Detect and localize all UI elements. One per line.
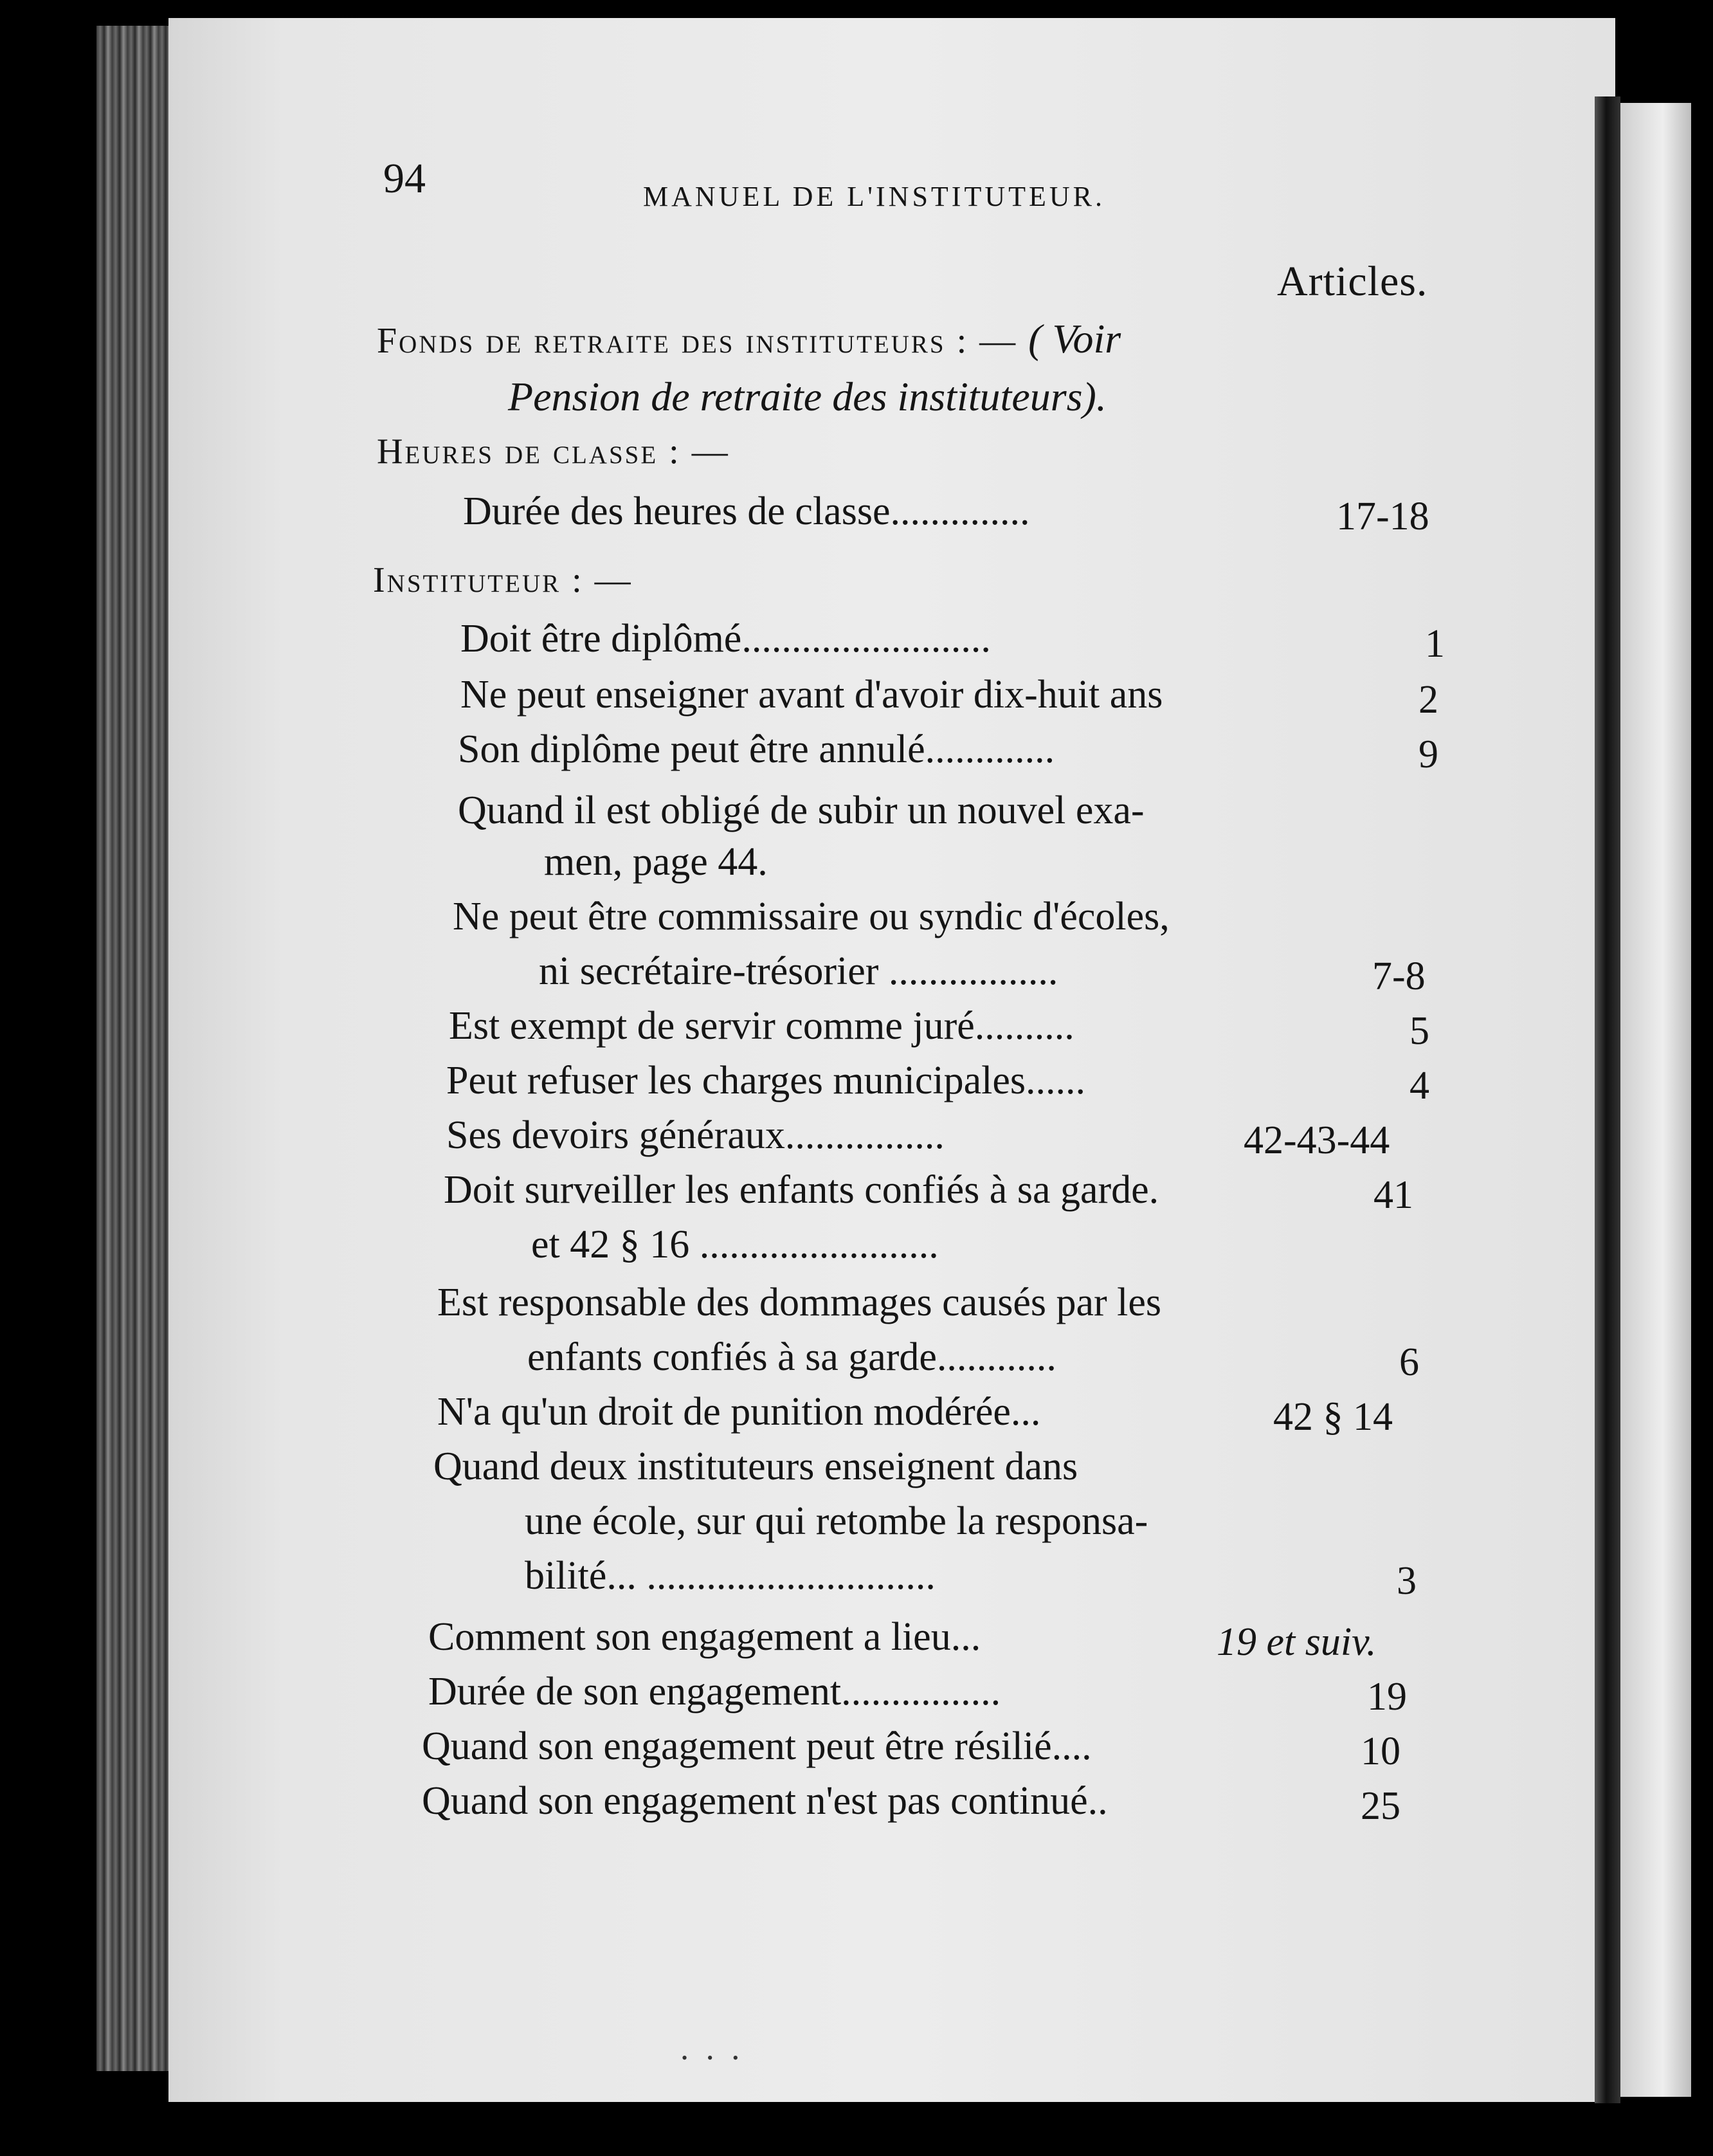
entry-text: Ses devoirs généraux................ — [446, 1113, 945, 1157]
entry-instituteur-2 — [460, 672, 1451, 724]
entry-article-ref: 42-43-44 — [1244, 1119, 1390, 1162]
entry-article-ref: 7-8 — [1372, 955, 1426, 998]
entry-article-ref: 10 — [1361, 1730, 1400, 1773]
heading-fonds-de-retraite — [377, 315, 1121, 363]
entry-text: Quand son engagement n'est pas continué.. — [422, 1779, 1108, 1823]
entry-article-ref: 5 — [1409, 1009, 1429, 1053]
footer-marks: • • • — [682, 2049, 747, 2067]
entry-text: men, page 44. — [544, 840, 768, 884]
entry-article-ref: 42 § 14 — [1273, 1395, 1393, 1439]
entry-text: N'a qu'un droit de punition modérée... — [437, 1390, 1041, 1434]
entry-text: Doit être diplômé......................... — [460, 617, 991, 661]
entry-text: Durée de son engagement................ — [428, 1670, 1001, 1713]
entry-article-ref: 25 — [1361, 1784, 1400, 1828]
entry-instituteur-12 — [433, 1444, 1424, 1495]
entry-instituteur-1 — [460, 616, 1451, 668]
heading-fonds-text: Fonds de retraite des instituteurs : — — [377, 321, 1018, 361]
fonds-continuation: Pension de retraite des instituteurs). — [508, 374, 1107, 419]
book-gutter — [1595, 96, 1620, 2103]
page-number: 94 — [383, 155, 426, 202]
entry-text: enfants confiés à sa garde............ — [527, 1335, 1056, 1379]
heading-instituteur: Instituteur : — — [373, 560, 633, 600]
entry-article-ref: 17-18 — [1336, 495, 1429, 538]
entry-text: Est responsable des dommages causés par les — [437, 1281, 1162, 1324]
entry-article-ref: 9 — [1418, 733, 1438, 776]
entry-text: Son diplôme peut être annulé............. — [458, 727, 1055, 771]
entry-article-ref: 3 — [1397, 1559, 1417, 1603]
entry-instituteur-9 — [444, 1167, 1434, 1219]
entry-instituteur-15 — [422, 1724, 1425, 1775]
entry-text: Quand son engagement peut être résilié.... — [422, 1724, 1092, 1768]
entry-article-ref: 19 et suiv. — [1217, 1620, 1377, 1664]
entry-text: ni secrétaire-trésorier ................. — [539, 949, 1058, 993]
entry-instituteur-6 — [449, 1003, 1439, 1055]
entry-text: Quand il est obligé de subir un nouvel exa- — [458, 789, 1145, 832]
entry-instituteur-12-cont — [525, 1499, 1438, 1550]
articles-column-label: Articles. — [1277, 258, 1428, 305]
entry-article-ref: 41 — [1373, 1173, 1413, 1217]
running-title: MANUEL DE L'INSTITUTEUR. — [643, 181, 1105, 212]
entry-instituteur-14 — [428, 1669, 1431, 1721]
entry-text: et 42 § 16 ........................ — [531, 1223, 939, 1266]
entry-text: Comment son engagement a lieu... — [428, 1615, 981, 1659]
entry-article-ref: 6 — [1399, 1340, 1419, 1384]
entry-text: bilité... ............................. — [525, 1554, 936, 1598]
entry-text: Ne peut enseigner avant d'avoir dix-huit ans — [460, 673, 1163, 717]
page-edges — [96, 26, 180, 2071]
voir-reference: ( Voir — [1028, 316, 1121, 361]
entry-instituteur-5-cont — [539, 949, 1452, 1000]
entry-article-ref: 2 — [1418, 678, 1438, 722]
entry-instituteur-4-cont — [544, 839, 1380, 891]
entry-article-ref: 4 — [1409, 1064, 1429, 1108]
entry-instituteur-13 — [428, 1614, 1431, 1666]
entry-instituteur-12-cont2 — [525, 1553, 1438, 1605]
entry-text: Peut refuser les charges municipales...... — [446, 1059, 1085, 1102]
entry-text: Durée des heures de classe.............. — [463, 489, 1030, 533]
entry-instituteur-16 — [422, 1778, 1425, 1830]
heading-heures-de-classe: Heures de classe : — — [377, 432, 730, 471]
entry-instituteur-4 — [458, 788, 1448, 839]
entry-instituteur-5 — [453, 894, 1443, 946]
entry-instituteur-8 — [446, 1113, 1437, 1164]
entry-heures-duree — [463, 489, 1453, 540]
entry-instituteur-9-cont — [531, 1222, 1367, 1274]
entry-instituteur-10 — [437, 1280, 1428, 1331]
entry-instituteur-7 — [446, 1058, 1437, 1110]
entry-text: Doit surveiller les enfants confiés à sa garde. — [444, 1168, 1159, 1212]
entry-instituteur-11 — [437, 1389, 1453, 1441]
entry-text: Ne peut être commissaire ou syndic d'écoles, — [453, 895, 1170, 938]
entry-text: une école, sur qui retombe la responsa- — [525, 1499, 1148, 1543]
entry-instituteur-10-cont — [527, 1335, 1440, 1386]
entry-text: Quand deux instituteurs enseignent dans — [433, 1445, 1078, 1488]
next-page-edge — [1620, 103, 1691, 2097]
entry-text: Est exempt de servir comme juré.......... — [449, 1004, 1074, 1048]
entry-article-ref: 19 — [1367, 1675, 1407, 1719]
entry-article-ref: 1 — [1425, 622, 1445, 666]
entry-instituteur-3 — [458, 727, 1448, 778]
